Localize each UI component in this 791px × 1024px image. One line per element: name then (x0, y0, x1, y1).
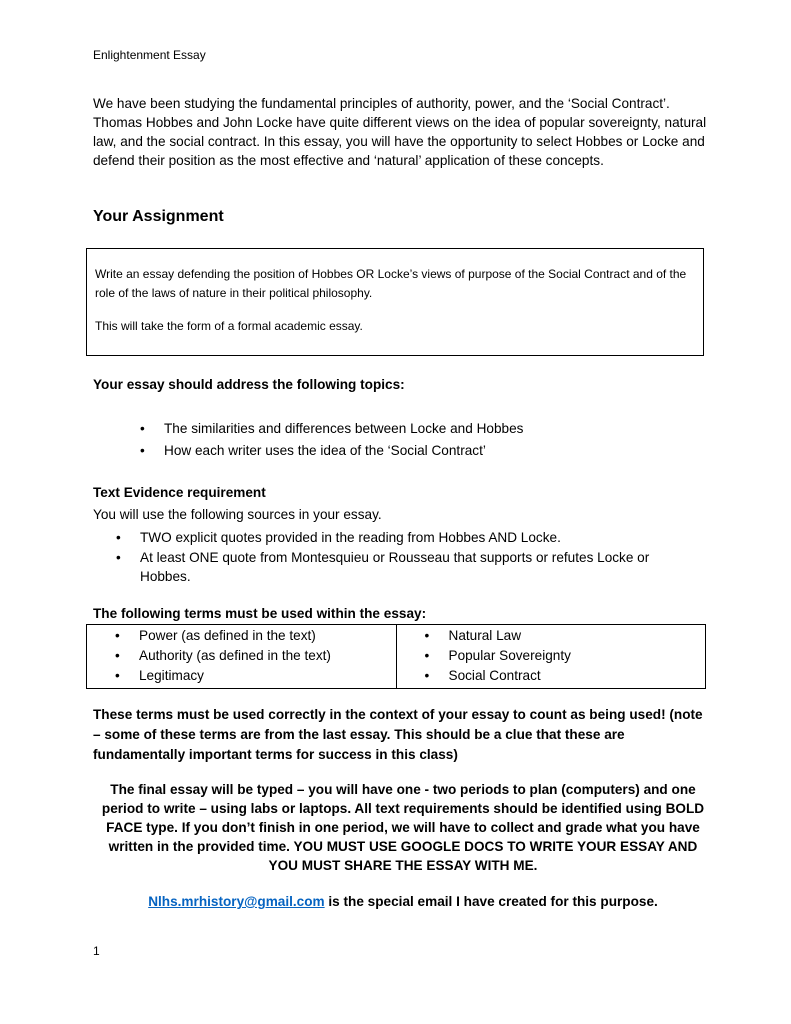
list-item (425, 626, 706, 646)
list-item (116, 528, 696, 548)
list-item (115, 646, 396, 666)
topics-heading: Your essay should address the following topics: (93, 377, 405, 392)
page-number: 1 (93, 944, 100, 958)
topic-text: How each writer uses the idea of the ‘Social Contract’ (164, 443, 486, 458)
bullet-icon: • (115, 668, 120, 683)
evidence-text: At least ONE quote from Montesquieu or Rousseau that supports or refutes Locke or Hobbes. (140, 549, 650, 584)
email-suffix: is the special email I have created for this purpose. (324, 894, 658, 909)
email-line (93, 894, 713, 909)
bullet-icon: • (424, 648, 430, 663)
terms-heading: The following terms must be used within the essay: (93, 606, 427, 621)
list-item (116, 548, 696, 587)
assignment-description: Write an essay defending the position of Hobbes OR Locke’s views of purpose of the Social Contract and of the role of the laws of nature in their political philosophy. (95, 267, 687, 300)
intro-paragraph: We have been studying the fundamental principles of authority, power, and the ‘Social Contract’. Thomas Hobbes and John Locke have quite different views on the idea of popular sovereignty, natural law, and the social contract. In this essay, you will have the opportunity to select Hobbes or Locke and defend their position as the most effective and ‘natural’ application of these concepts. (93, 96, 707, 168)
list-item (115, 626, 396, 646)
bullet-icon: • (115, 648, 120, 663)
evidence-text: TWO explicit quotes provided in the reading from Hobbes AND Locke. (140, 530, 561, 545)
bullet-icon: • (424, 668, 430, 683)
evidence-heading: Text Evidence requirement (93, 485, 266, 500)
assignment-box (86, 248, 704, 356)
bullet-icon: • (140, 443, 145, 458)
bullet-icon: • (424, 628, 430, 643)
bullet-icon: • (140, 421, 145, 436)
page-header: Enlightenment Essay (93, 48, 206, 62)
final-essay-note: The final essay will be typed – you will have one - two periods to plan (computers) and one period to write – using labs or laptops. All text requirements should be identified using BOLD FACE type. If you don’t finish in one period, we will have to collect and grade what you have written in the provided time. YOU MUST USE GOOGLE DOCS TO WRITE YOUR ESSAY AND YOU MUST SHARE THE ESSAY WITH ME. (101, 782, 705, 873)
topic-text: The similarities and differences between Locke and Hobbes (164, 421, 524, 436)
evidence-list (116, 528, 696, 587)
term-text: Social Contract (448, 668, 541, 683)
terms-left-cell (87, 625, 397, 689)
assignment-format: This will take the form of a formal academic essay. (95, 319, 363, 333)
usage-note: These terms must be used correctly in the context of your essay to count as being used! (note – some of these terms are from the last essay. This should be a clue that these are fundamentally important terms for success in this class) (93, 707, 703, 762)
term-text: Authority (as defined in the text) (139, 648, 331, 663)
list-item (115, 666, 396, 686)
bullet-icon: • (115, 628, 120, 643)
bullet-icon: • (116, 530, 121, 545)
list-item (425, 666, 706, 686)
evidence-intro: You will use the following sources in your essay. (93, 507, 382, 522)
terms-right-cell (396, 625, 706, 689)
list-item (140, 418, 523, 440)
list-item (425, 646, 706, 666)
term-text: Power (as defined in the text) (139, 628, 316, 643)
assignment-heading: Your Assignment (93, 208, 224, 225)
topics-list (140, 418, 523, 462)
table-row (87, 625, 706, 689)
term-text: Natural Law (448, 628, 522, 643)
terms-table (86, 624, 706, 689)
email-link[interactable]: Nlhs.mrhistory@gmail.com (148, 894, 325, 909)
term-text: Legitimacy (139, 668, 204, 683)
bullet-icon: • (116, 549, 121, 565)
term-text: Popular Sovereignty (448, 648, 571, 663)
list-item (140, 440, 523, 462)
